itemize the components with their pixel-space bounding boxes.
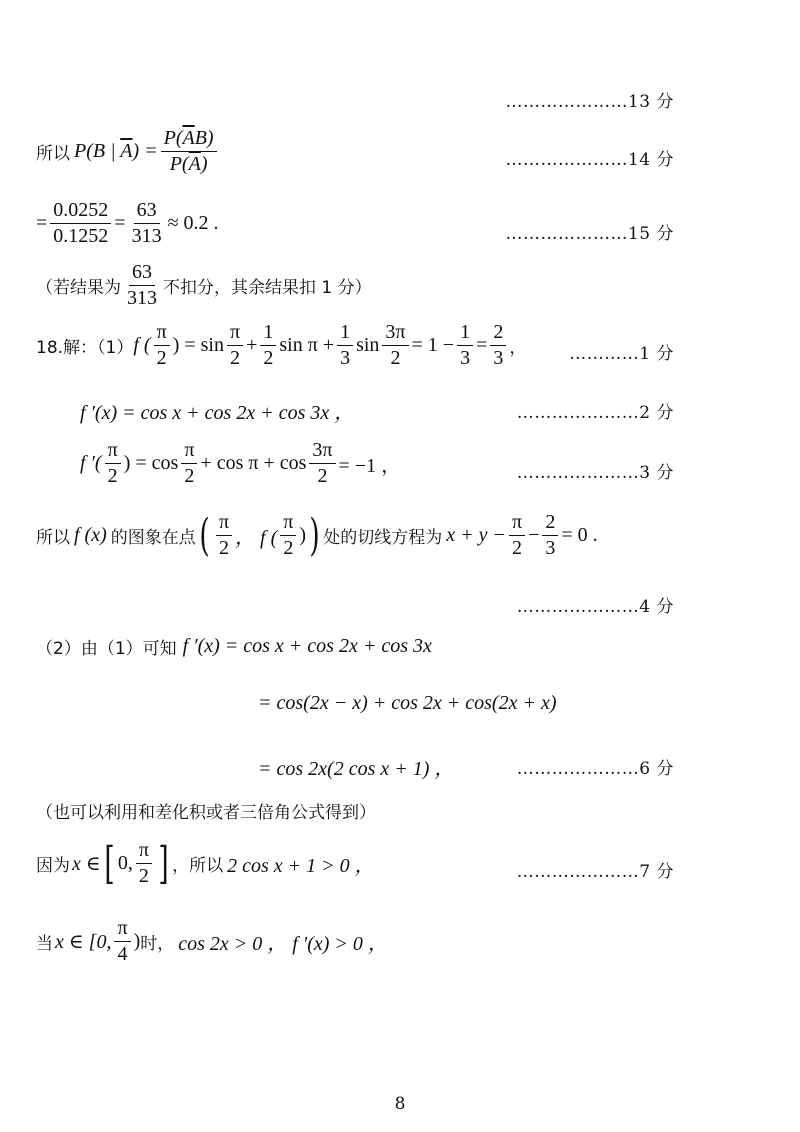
numeric-result-line: = $\frac{0.0252}{0.1252}$ = $\frac{63}{313}$ ≈ 0.2 . <box>36 199 219 247</box>
fraction-63-313: $\frac{63}{313}$ <box>131 199 162 247</box>
fraction-decimal: $\frac{0.0252}{0.1252}$ <box>50 200 111 247</box>
tangent-line: 所以 f (x) 的图象在点 ( $\frac{\pi}{2}$ ， f ( $\frac{\pi}{2}$ ) ) 处的切线方程为 x + y − $\frac{\pi}{2}$ − $\frac{2}{3}$ = 0 . <box>36 509 598 561</box>
alt-method-note: （也可以利用和差化积或者三倍角公式得到） <box>36 803 376 823</box>
page-number: 8 <box>394 1094 406 1114</box>
score-7: …………………7 分 <box>516 862 674 882</box>
pb-lhs: P(B | $\overline{A}$) = <box>74 140 158 162</box>
note-fraction: $\frac{63}{313}$ <box>127 261 157 309</box>
expansion-line: = cos(2x − x) + cos 2x + cos(2x + x) <box>258 692 557 714</box>
score-6: …………………6 分 <box>516 759 674 779</box>
approx-value: ≈ 0.2 . <box>167 212 219 234</box>
score-3: …………………3 分 <box>516 463 674 483</box>
score-14: …………………14 分 <box>505 150 674 170</box>
monotonic-line: 当 x ∈ [0, $\frac{\pi}{4}$ ) 时， cos 2x > 0 ， f ′(x) > 0 ， <box>36 917 388 965</box>
derivative-line: f ′(x) = cos x + cos 2x + cos 3x ， <box>80 402 355 424</box>
interval-line: 因为 x ∈ [ 0, $\frac{\pi}{2}$ ] ，所以 2 cos x + 1 > 0 ， <box>36 837 375 889</box>
q18-label: 18.解：（1） <box>36 338 134 358</box>
score-2: …………………2 分 <box>516 403 674 423</box>
pb-fraction: $\frac{P(\overline{A}B)}{P(\overline{A})}$ <box>161 128 217 175</box>
grading-note: （若结果为 $\frac{63}{313}$ 不扣分，其余结果扣 1 分） <box>36 261 372 309</box>
so-label: 所以 <box>36 144 70 164</box>
conditional-prob-line <box>36 128 220 175</box>
score-1: …………1 分 <box>569 344 674 364</box>
score-13: …………………13 分 <box>505 92 674 112</box>
score-15: …………………15 分 <box>505 224 674 244</box>
derivative-value-line: f ′( $\frac{\pi}{2}$ ) = cos $\frac{\pi}{2}$ + cos π + cos $\frac{3\pi}{2}$ = −1 ， <box>80 439 402 487</box>
score-4: …………………4 分 <box>516 597 674 617</box>
part2-line: （2）由（1）可知 f ′(x) = cos x + cos 2x + cos 3x <box>36 635 432 659</box>
q18-part1-line: 18.解：（1） f ( $\frac{\pi}{2}$ ) = sin $\frac{\pi}{2}$ + $\frac{1}{2}$ sin π + $\frac{1}{3}$ sin $\frac{3\pi}{2}$ = 1 − $\frac{1}{3}$ = $\frac{2}{3}$ ， <box>36 321 527 369</box>
factored-line: = cos 2x(2 cos x + 1) ， <box>258 758 455 780</box>
